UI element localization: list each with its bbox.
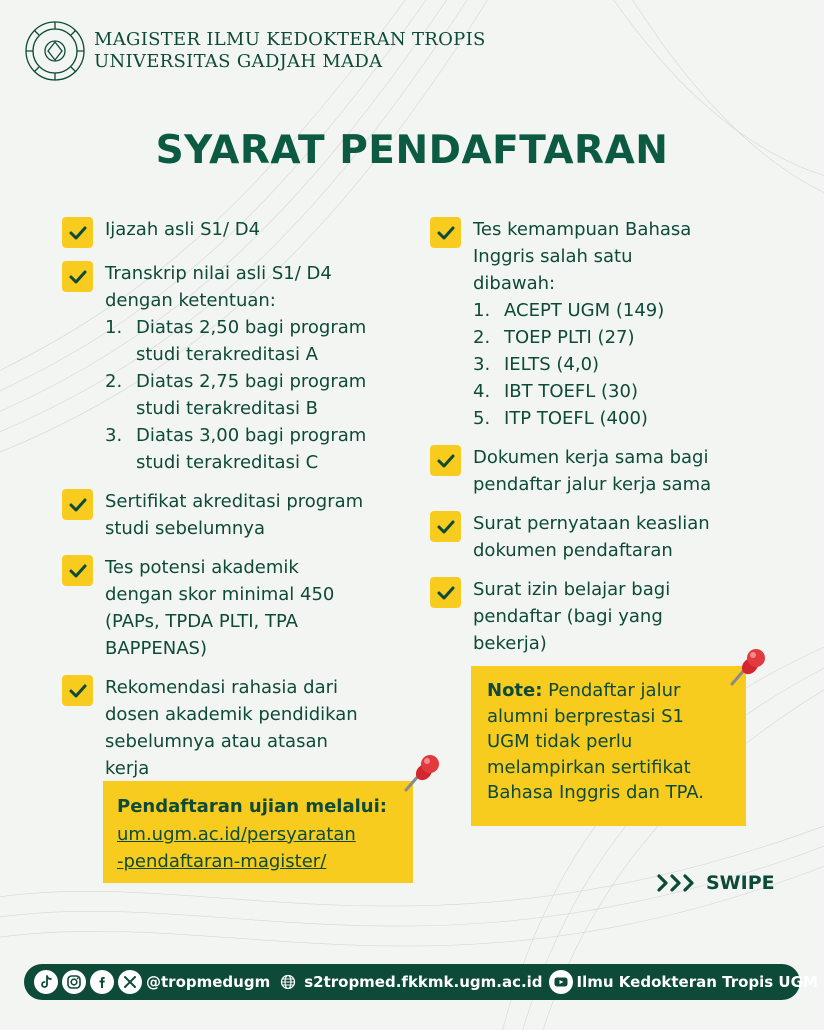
registration-heading: Pendaftaran ujian melalui: [117, 796, 387, 817]
requirement-text: Sertifikat akreditasi program [105, 491, 364, 512]
requirement-item [430, 216, 770, 432]
requirements-left-column [62, 216, 407, 794]
note-text: Bahasa Inggris dan TPA. [487, 782, 705, 803]
check-icon [430, 445, 461, 476]
sub-item: 1. ACEPT UGM (149) [473, 300, 665, 321]
x-twitter-icon[interactable] [118, 970, 142, 994]
requirement-text: kerja [105, 758, 150, 779]
institution-university: UNIVERSITAS GADJAH MADA [94, 51, 383, 72]
requirement-text: bekerja) [473, 633, 547, 654]
registration-link-line2[interactable]: -pendaftaran-magister/ [117, 851, 327, 872]
requirement-text: Transkrip nilai asli S1/ D4 [105, 263, 332, 284]
requirement-item [62, 554, 407, 662]
registration-link-line1[interactable]: um.ugm.ac.id/persyaratan [117, 824, 356, 845]
requirement-text: dosen akademik pendidikan [105, 704, 358, 725]
facebook-icon[interactable] [90, 970, 114, 994]
website-link[interactable]: s2tropmed.fkkmk.ugm.ac.id [304, 973, 543, 991]
check-icon [62, 261, 93, 292]
header [24, 20, 486, 82]
check-icon [62, 489, 93, 520]
check-icon [62, 217, 93, 248]
requirement-text: (PAPs, TPDA PLTI, TPA [105, 611, 298, 632]
requirement-text: Ijazah asli S1/ D4 [105, 219, 261, 240]
globe-icon [276, 970, 300, 994]
requirement-text: Surat pernyataan keaslian [473, 513, 710, 534]
instagram-icon[interactable] [62, 970, 86, 994]
requirement-text: Surat izin belajar bagi [473, 579, 671, 600]
sub-item: 1. Diatas 2,50 bagi program studi terakreditasi A [105, 317, 367, 365]
ugm-seal-icon [24, 20, 86, 82]
requirement-text: BAPPENAS) [105, 638, 207, 659]
pushpin-icon [724, 646, 770, 692]
note-text: Pendaftar jalur [542, 680, 681, 701]
sub-item: 4. IBT TOEFL (30) [473, 381, 638, 402]
page-title: SYARAT PENDAFTARAN [155, 128, 669, 173]
requirement-text: Tes kemampuan Bahasa [473, 219, 692, 240]
requirement-item [62, 260, 407, 476]
sub-item: 2. TOEP PLTI (27) [473, 327, 635, 348]
requirement-text: dengan skor minimal 450 [105, 584, 335, 605]
requirement-text: studi sebelumnya [105, 518, 265, 539]
swipe-label: SWIPE [706, 872, 775, 894]
check-icon [430, 217, 461, 248]
requirements-right-column [430, 216, 770, 669]
requirement-text: dokumen pendaftaran [473, 540, 673, 561]
youtube-channel[interactable]: Ilmu Kedokteran Tropis UGM [576, 973, 818, 991]
triple-chevron-right-icon [656, 872, 700, 894]
requirement-item [430, 576, 770, 657]
requirement-item [62, 674, 407, 782]
social-handle[interactable]: @tropmedugm [146, 973, 271, 991]
registration-box [103, 781, 413, 883]
check-icon [430, 511, 461, 542]
sub-item: 3. IELTS (4,0) [473, 354, 600, 375]
swipe-indicator[interactable] [656, 872, 775, 894]
sub-item: 2. Diatas 2,75 bagi program studi terakreditasi B [105, 371, 367, 419]
requirement-text: sebelumnya atau atasan [105, 731, 328, 752]
youtube-icon[interactable] [549, 970, 573, 994]
requirement-text: Inggris salah satu [473, 246, 633, 267]
requirement-text: Tes potensi akademik [105, 557, 299, 578]
requirement-item [430, 510, 770, 564]
sub-item: 3. Diatas 3,00 bagi program studi terakreditasi C [105, 425, 367, 473]
requirement-text: dibawah: [473, 273, 556, 294]
note-box [471, 666, 746, 826]
footer-bar [24, 964, 818, 1000]
note-label: Note: [487, 680, 543, 701]
pushpin-icon [398, 752, 444, 798]
sub-item: 5. ITP TOEFL (400) [473, 408, 648, 429]
requirement-text: dengan ketentuan: [105, 290, 276, 311]
note-text: melampirkan sertifikat [487, 756, 691, 778]
note-text: alumni berprestasi S1 [487, 705, 684, 727]
check-icon [62, 675, 93, 706]
requirement-text: pendaftar jalur kerja sama [473, 474, 712, 495]
note-text: UGM tidak perlu [487, 731, 633, 752]
check-icon [62, 555, 93, 586]
requirement-text: Rekomendasi rahasia dari [105, 677, 338, 698]
requirement-text: pendaftar (bagi yang [473, 606, 663, 627]
tiktok-icon[interactable] [34, 970, 58, 994]
requirement-item [62, 216, 407, 248]
check-icon [430, 577, 461, 608]
institution-program: MAGISTER ILMU KEDOKTERAN TROPIS [94, 29, 486, 50]
requirement-text: Dokumen kerja sama bagi [473, 447, 709, 468]
requirement-item [430, 444, 770, 498]
requirement-item [62, 488, 407, 542]
